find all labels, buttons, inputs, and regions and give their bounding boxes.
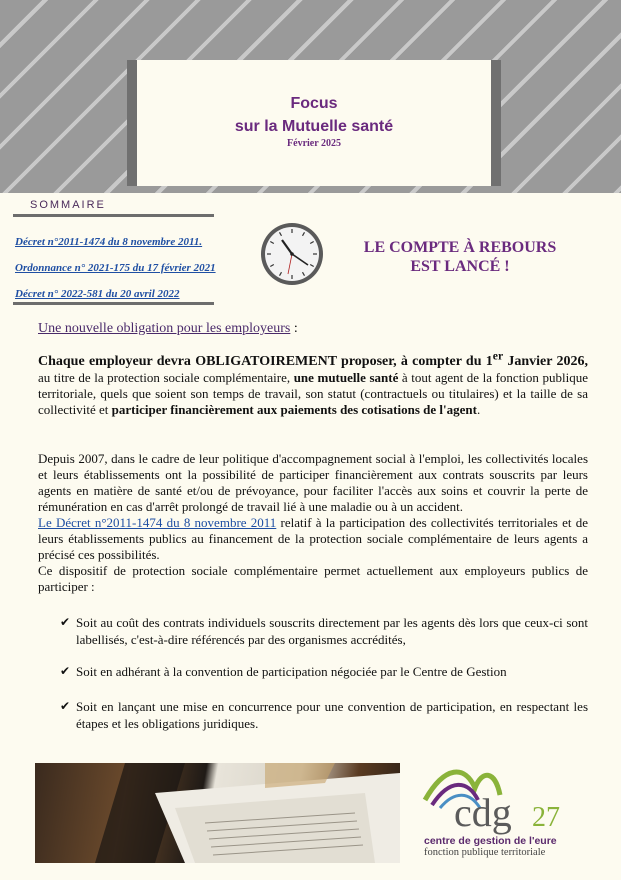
title-box xyxy=(127,60,501,186)
list-item xyxy=(60,614,588,648)
list-item xyxy=(60,663,588,680)
logo-wordmark: cdg xyxy=(454,790,512,835)
body-paragraph xyxy=(38,451,588,595)
intro-text-2: proposer, à compter du 1 xyxy=(336,353,493,369)
logo-number: 27 xyxy=(532,802,560,833)
section-title-text: Une nouvelle obligation pour les employeurs xyxy=(38,321,291,336)
logo-caption xyxy=(424,836,557,858)
section-title-colon: : xyxy=(290,321,298,336)
headline xyxy=(340,238,580,276)
documents-photo-illustration xyxy=(35,763,400,863)
decret-rest-text: relatif à la participation des collectivités territoriales et de leurs établissements publics au financement de la protection sociale complémentaire de leurs agents a précisé ces possibilités. xyxy=(38,515,588,562)
checkmark-icon: ✔ xyxy=(60,664,71,678)
paragraph-2007: Depuis 2007, dans le cadre de leur politique d'accompagnement social à l'emploi, les collectivités locales et leurs établissements ont la possibilité de participer financièrement aux contrats souscrits par leurs agents en matière de santé et/ou de prévoyance, pour faciliter l'accès aux soins et couvrir la perte de rémunération en cas d'arrêt prolongé de travail lié à une maladie ou à un accident. xyxy=(38,451,588,514)
list-item xyxy=(60,698,588,732)
sommaire-link-decret-2011[interactable]: Décret n°2011-1474 du 8 novembre 2011. xyxy=(15,236,203,248)
intro-mutuelle: une mutuelle santé xyxy=(293,369,399,385)
paragraph-dispositif: Ce dispositif de protection sociale complémentaire permet actuellement aux employeurs publics de participer : xyxy=(38,563,588,594)
logo-caption-line1: centre de gestion de l'eure xyxy=(424,835,557,847)
publication-date: Février 2025 xyxy=(287,138,341,149)
checkmark-icon: ✔ xyxy=(60,699,71,713)
intro-text-1: Chaque employeur devra xyxy=(38,353,196,369)
sommaire-heading: SOMMAIRE xyxy=(30,199,106,211)
sommaire-divider-bottom xyxy=(13,302,214,305)
bullet-text: Soit au coût des contrats individuels souscrits directement par les agents dès lors que ceux-ci sont labellisés, c'est-à-dire référencés par des organismes accrédités, xyxy=(76,615,588,647)
intro-text-4: au titre de la protection sociale complémentaire, xyxy=(38,369,294,385)
decret-2011-link[interactable]: Le Décret n°2011-1474 du 8 novembre 2011 xyxy=(38,515,277,530)
sommaire-link-ordonnance-2021[interactable]: Ordonnance n° 2021-175 du 17 février 2021 xyxy=(15,262,216,274)
intro-paragraph xyxy=(38,348,588,418)
paragraph-decret xyxy=(38,515,588,563)
documents-photo xyxy=(35,763,400,863)
page-title-line1: Focus xyxy=(290,95,338,112)
intro-text-5: à tout agent de la fonction publique territoriale, quels que soient son temps de travail, son statut (contractuels ou titulaires) et la taille de sa collectivité et xyxy=(38,369,588,417)
intro-participer: participer financièrement aux paiements des cotisations de l'agent xyxy=(111,401,477,417)
intro-obligatoirement: OBLIGATOIREMENT xyxy=(195,353,337,369)
sommaire-divider-top xyxy=(13,214,214,217)
clock-icon xyxy=(258,220,326,288)
bullet-text: Soit en adhérant à la convention de participation négociée par le Centre de Gestion xyxy=(76,664,507,679)
logo-caption-line2: fonction publique territoriale xyxy=(424,847,546,858)
headline-line1: LE COMPTE À REBOURS xyxy=(363,239,557,256)
page-title-line2: sur la Mutuelle santé xyxy=(234,118,394,135)
headline-line2: EST LANCÉ ! xyxy=(410,258,510,275)
intro-sup-er: er xyxy=(492,349,504,362)
section-title xyxy=(38,321,298,337)
checkmark-icon: ✔ xyxy=(60,615,71,629)
intro-text-3: Janvier 2026, xyxy=(503,353,588,369)
sommaire-link-decret-2022[interactable]: Décret n° 2022-581 du 20 avril 2022 xyxy=(15,288,180,300)
intro-text-6: . xyxy=(476,401,481,417)
bullet-text: Soit en lançant une mise en concurrence pour une convention de participation, en respectant les étapes et les obligations juridiques. xyxy=(76,699,588,731)
